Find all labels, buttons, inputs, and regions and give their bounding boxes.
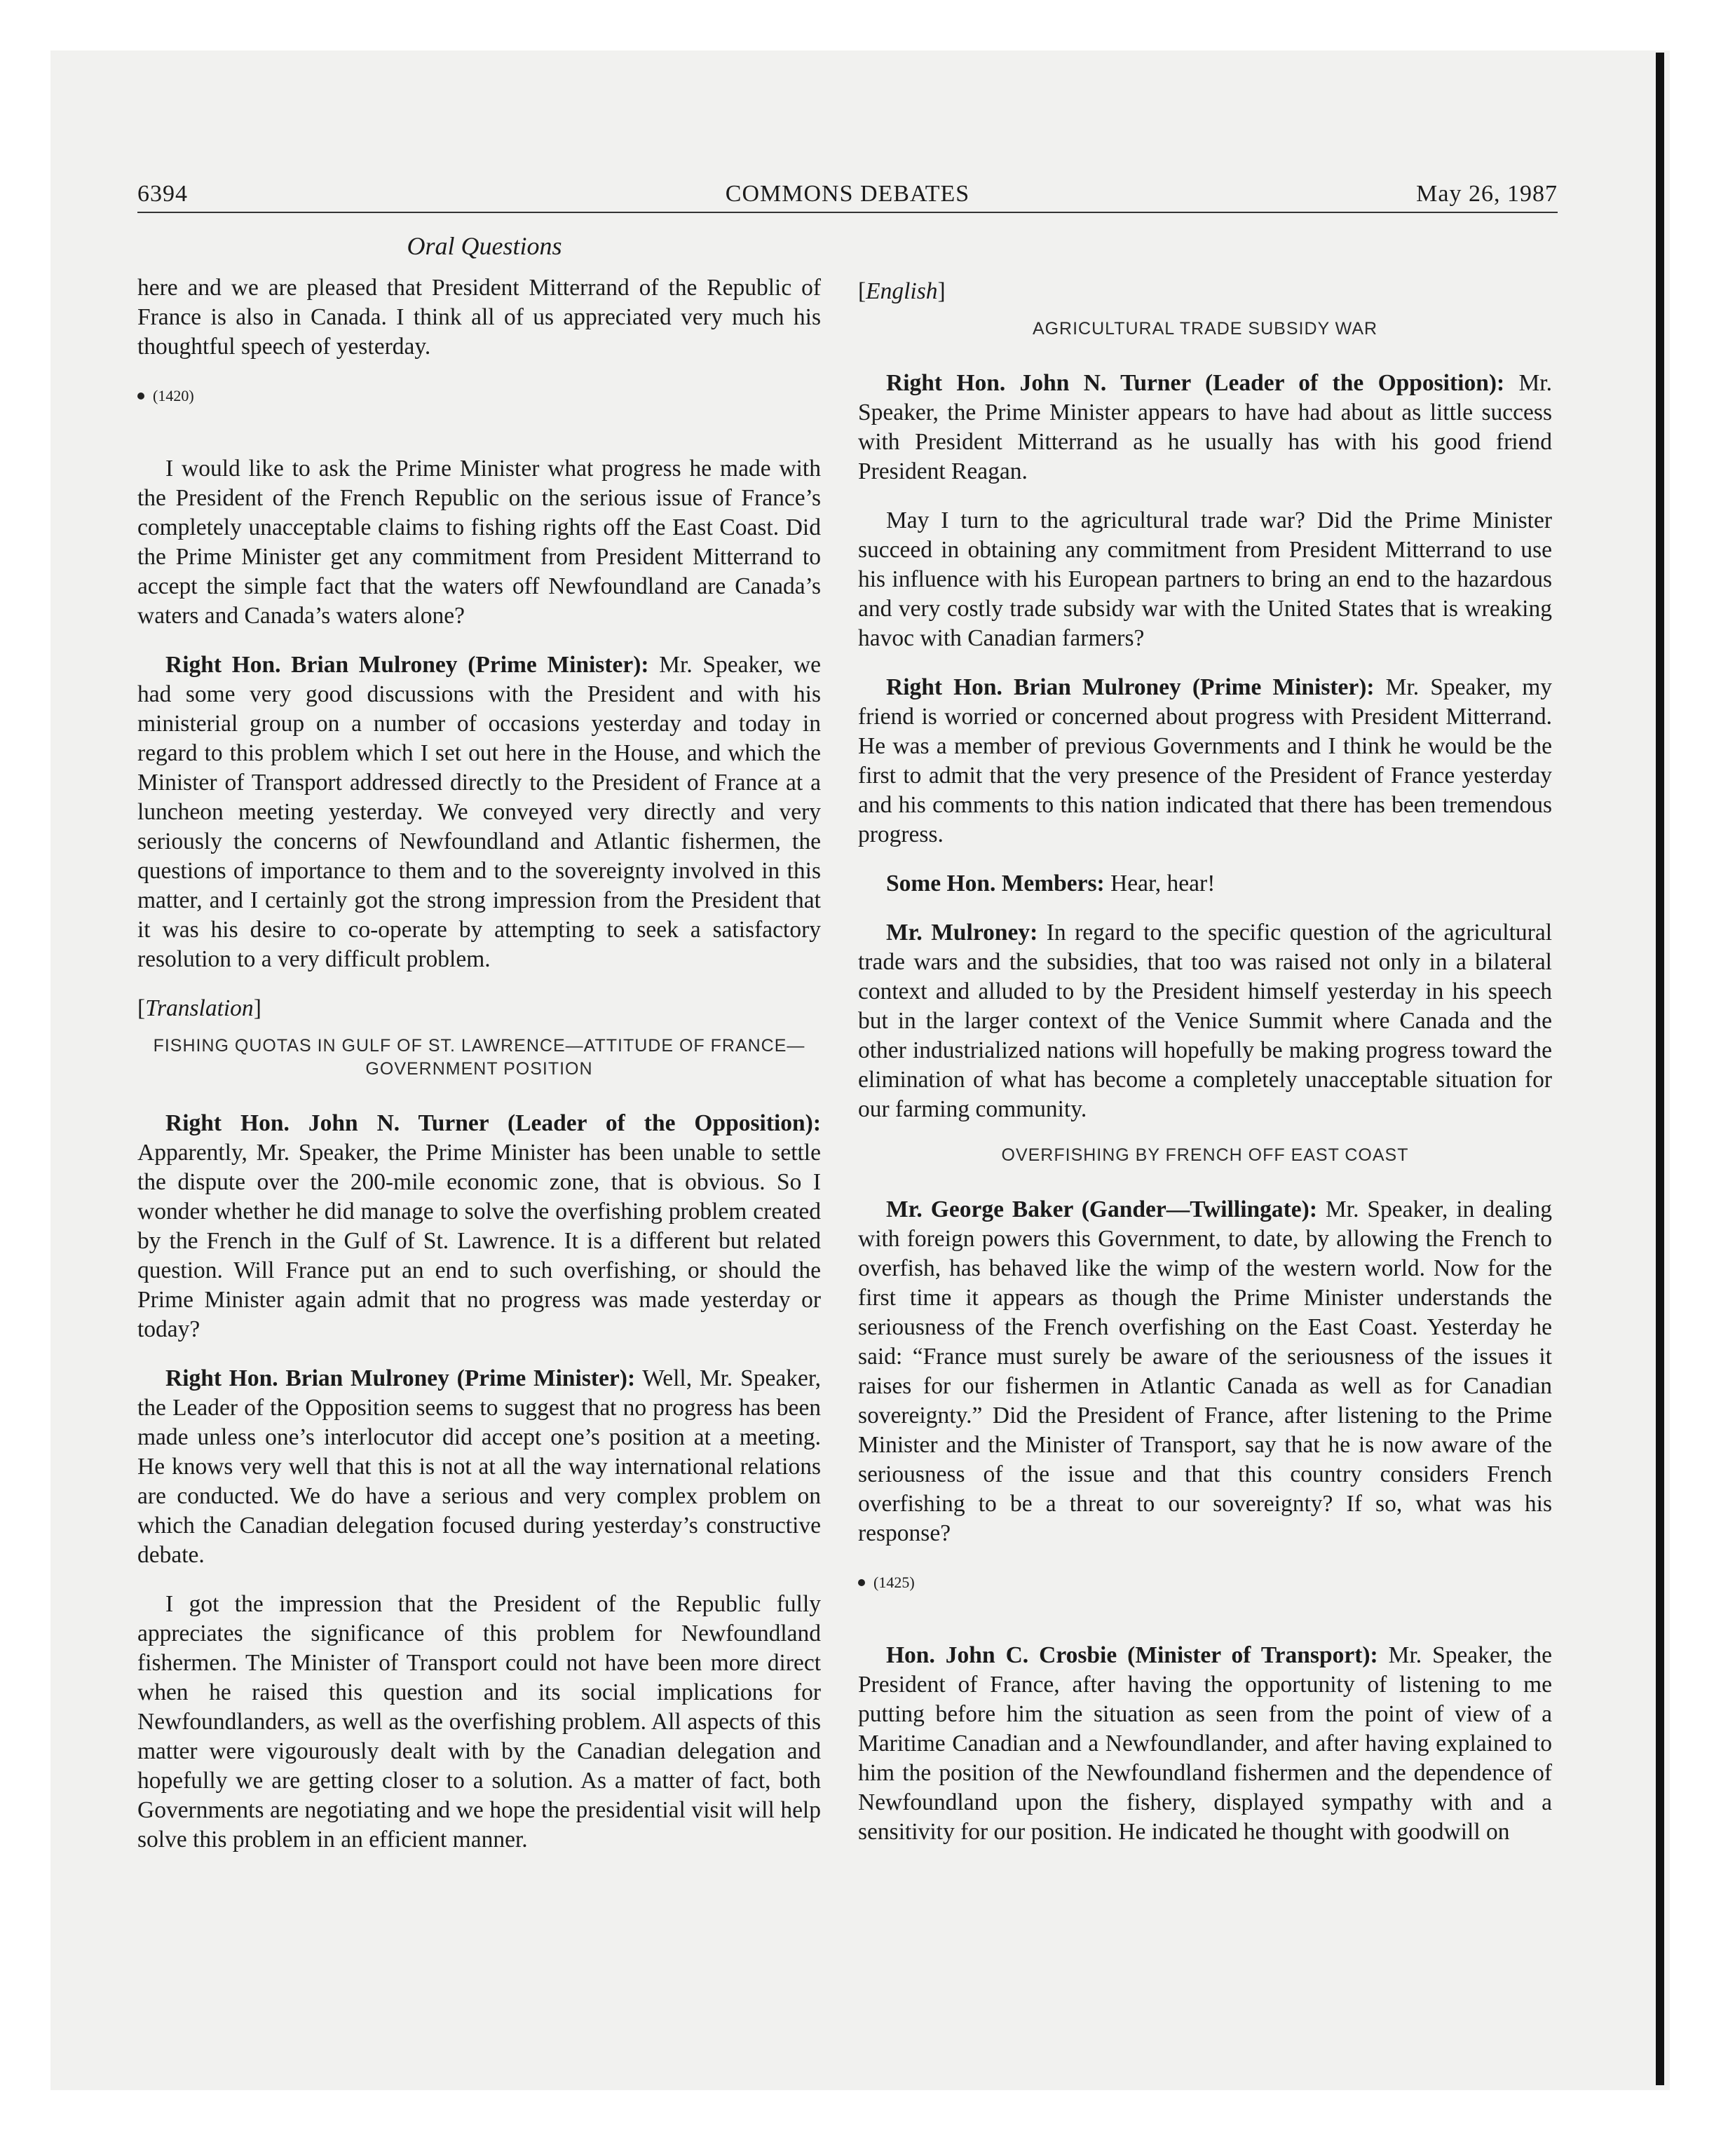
speech-text: Apparently, Mr. Speaker, the Prime Minister has been unable to settle the dispute over the 200-mile economic zone, that is obvious. So I wonder whether he did manage to solve the overfishing problem created by the French in the Gulf of St. Lawrence. It is a different but related question. Will France put an end to such overfishing, or should the Prime Minister again admit that no progress was made yesterday or today? xyxy=(137,1140,821,1342)
language-marker-text: English xyxy=(866,278,938,304)
speech-text: Mr. Speaker, the President of France, after having the opportunity of listening to me putting before him the situation as seen from the point of view of a Maritime Canadian and a Newfoundlander, and after having explained to him the position of the Newfoundland fishermen and the dependence of Newfoundland upon the fishery, displayed sympathy with and a sensitivity for our position. He indicated he thought with goodwill on xyxy=(858,1642,1552,1845)
paragraph: I got the impression that the President of the Republic fully appreciates the significance of this problem for Newfoundland fishermen. The Minister of Transport could not have been more direct when he raised this question and its social implications for Newfoundlanders, as well as the overfishing problem. All aspects of this matter were vigourously dealt with by the Canadian delegation and hopefully we are getting closer to a solution. As a matter of fact, both Governments are negotiating and we hope the presidential visit will help solve this problem in an efficient manner. xyxy=(137,1591,821,1853)
page-header xyxy=(137,181,1558,212)
time-stamp-text: (1420) xyxy=(153,387,194,404)
speech xyxy=(858,369,1552,486)
speech-text: In regard to the specific question of the agricultural trade wars and the subsidies, that too was raised not only in a bilateral context and alluded to by the President himself yesterday in his speech but in the larger context of the Venice Summit where Canada and the other industrialized nations will hopefully be making progress toward the elimination of what has become a completely unacceptable situation for our farming community. xyxy=(858,920,1553,1122)
speech xyxy=(858,1641,1552,1847)
paragraph: here and we are pleased that President Mitterrand of the Republic of France is also in Canada. I think all of us appreciated very much his thoughtful speech of yesterday. xyxy=(137,275,821,360)
bullet-icon xyxy=(137,393,144,400)
section-label: Oral Questions xyxy=(407,232,562,260)
page-date: May 26, 1987 xyxy=(1416,181,1558,207)
header-rule xyxy=(137,212,1558,213)
page-number: 6394 xyxy=(137,181,188,207)
topic-heading: AGRICULTURAL TRADE SUBSIDY WAR xyxy=(1032,319,1378,339)
speech-text: Well, Mr. Speaker, the Leader of the Opposition seems to suggest that no progress has been made unless one’s interlocutor did accept one’s position at a meeting. He knows very well that this is not at all the way international relations are conducted. We do have a serious and very complex problem on which the Canadian delegation focused during yesterday’s constructive debate. xyxy=(137,1365,822,1568)
speech xyxy=(858,673,1552,850)
speech-text: Mr. Speaker, we had some very good discussions with the President and with his ministerial group on a number of occasions yesterday and today in regard to this problem which I set out here in the House, and which the Minister of Transport addressed directly to the President of France at a luncheon meeting yesterday. We conveyed very directly and very seriously the concerns of Newfoundland and Atlantic fishermen, the questions of importance to them and to the sovereignty involved in this matter, and I certainly got the strong impression from the President that it was his desire to co-operate by attempting to seek a satisfactory resolution to a very difficult problem. xyxy=(137,652,822,972)
speaker-name: Right Hon. John N. Turner (Leader of the Opposition): xyxy=(886,370,1505,396)
time-stamp xyxy=(137,381,821,411)
speech xyxy=(858,918,1552,1124)
time-stamp xyxy=(858,1568,1552,1597)
speaker-name: Right Hon. John N. Turner (Leader of the Opposition): xyxy=(165,1110,821,1136)
speech xyxy=(137,1109,821,1344)
language-marker-text: Translation xyxy=(145,995,254,1021)
scan-edge-bar xyxy=(1656,53,1664,2085)
bullet-icon xyxy=(858,1579,865,1586)
speaker-name: Some Hon. Members: xyxy=(886,871,1105,896)
speech xyxy=(858,1195,1552,1548)
speech-text: Mr. Speaker, in dealing with foreign powers this Government, to date, by allowing the French to overfish, has behaved like the wimp of the western world. Now for the first time it appears as though the Prime Minister understands the seriousness of the French overfishing on the East Coast. Yesterday he said: “France must surely be aware of the seriousness of the issues it raises for our fishermen in Atlantic Canada as well as for Canadian sovereignty.” Did the President of France, after listening to the Prime Minister and the Minister of Transport, say that he is now aware of the seriousness of the issue and that this country considers French overfishing to be a threat to our sovereignty? If so, what was his response? xyxy=(858,1196,1552,1546)
speech xyxy=(858,869,1552,899)
language-marker: [English] xyxy=(858,278,946,304)
speaker-name: Right Hon. Brian Mulroney (Prime Minister): xyxy=(886,674,1375,700)
publication-title: COMMONS DEBATES xyxy=(725,181,970,207)
paragraph: May I turn to the agricultural trade war? Did the Prime Minister succeed in obtaining any commitment from President Mitterrand to use his influence with his European partners to bring an end to the hazardous and very costly trade subsidy war with the United States that is wreaking havoc with Canadian farmers? xyxy=(858,507,1552,651)
speaker-name: Mr. George Baker (Gander—Twillingate): xyxy=(886,1196,1317,1222)
speech xyxy=(137,650,821,974)
topic-heading: FISHING QUOTAS IN GULF OF ST. LAWRENCE—ATTITUDE OF FRANCE—GOVERNMENT POSITION xyxy=(153,1036,805,1079)
language-marker: [Translation] xyxy=(137,995,261,1021)
speech-text: Mr. Speaker, the Prime Minister appears to have had about as little success with President Mitterrand as he usually has with his good friend President Reagan. xyxy=(858,370,1552,484)
speaker-name: Mr. Mulroney: xyxy=(886,920,1038,946)
speech-text: Hear, hear! xyxy=(1104,871,1216,896)
speaker-name: Right Hon. Brian Mulroney (Prime Minister): xyxy=(165,652,649,678)
topic-heading: OVERFISHING BY FRENCH OFF EAST COAST xyxy=(1001,1145,1409,1165)
speaker-name: Hon. John C. Crosbie (Minister of Transport): xyxy=(886,1642,1378,1668)
speech xyxy=(137,1364,821,1570)
right-column xyxy=(858,277,1552,1867)
paragraph: I would like to ask the Prime Minister what progress he made with the President of the French Republic on the serious issue of France’s completely unacceptable claims to fishing rights off the East Coast. Did the Prime Minister get any commitment from President Mitterrand to accept the simple fact that the waters off Newfoundland are Canada’s waters and Canada’s waters alone? xyxy=(137,456,821,629)
speaker-name: Right Hon. Brian Mulroney (Prime Minister): xyxy=(165,1365,636,1391)
speech-text: Mr. Speaker, my friend is worried or concerned about progress with President Mitterrand. He was a member of previous Governments and I think he would be the first to admit that the very presence of the President of France yesterday and his comments to this nation indicated that there has been tremendous progress. xyxy=(858,674,1552,847)
left-column xyxy=(137,273,821,1874)
time-stamp-text: (1425) xyxy=(873,1574,915,1591)
